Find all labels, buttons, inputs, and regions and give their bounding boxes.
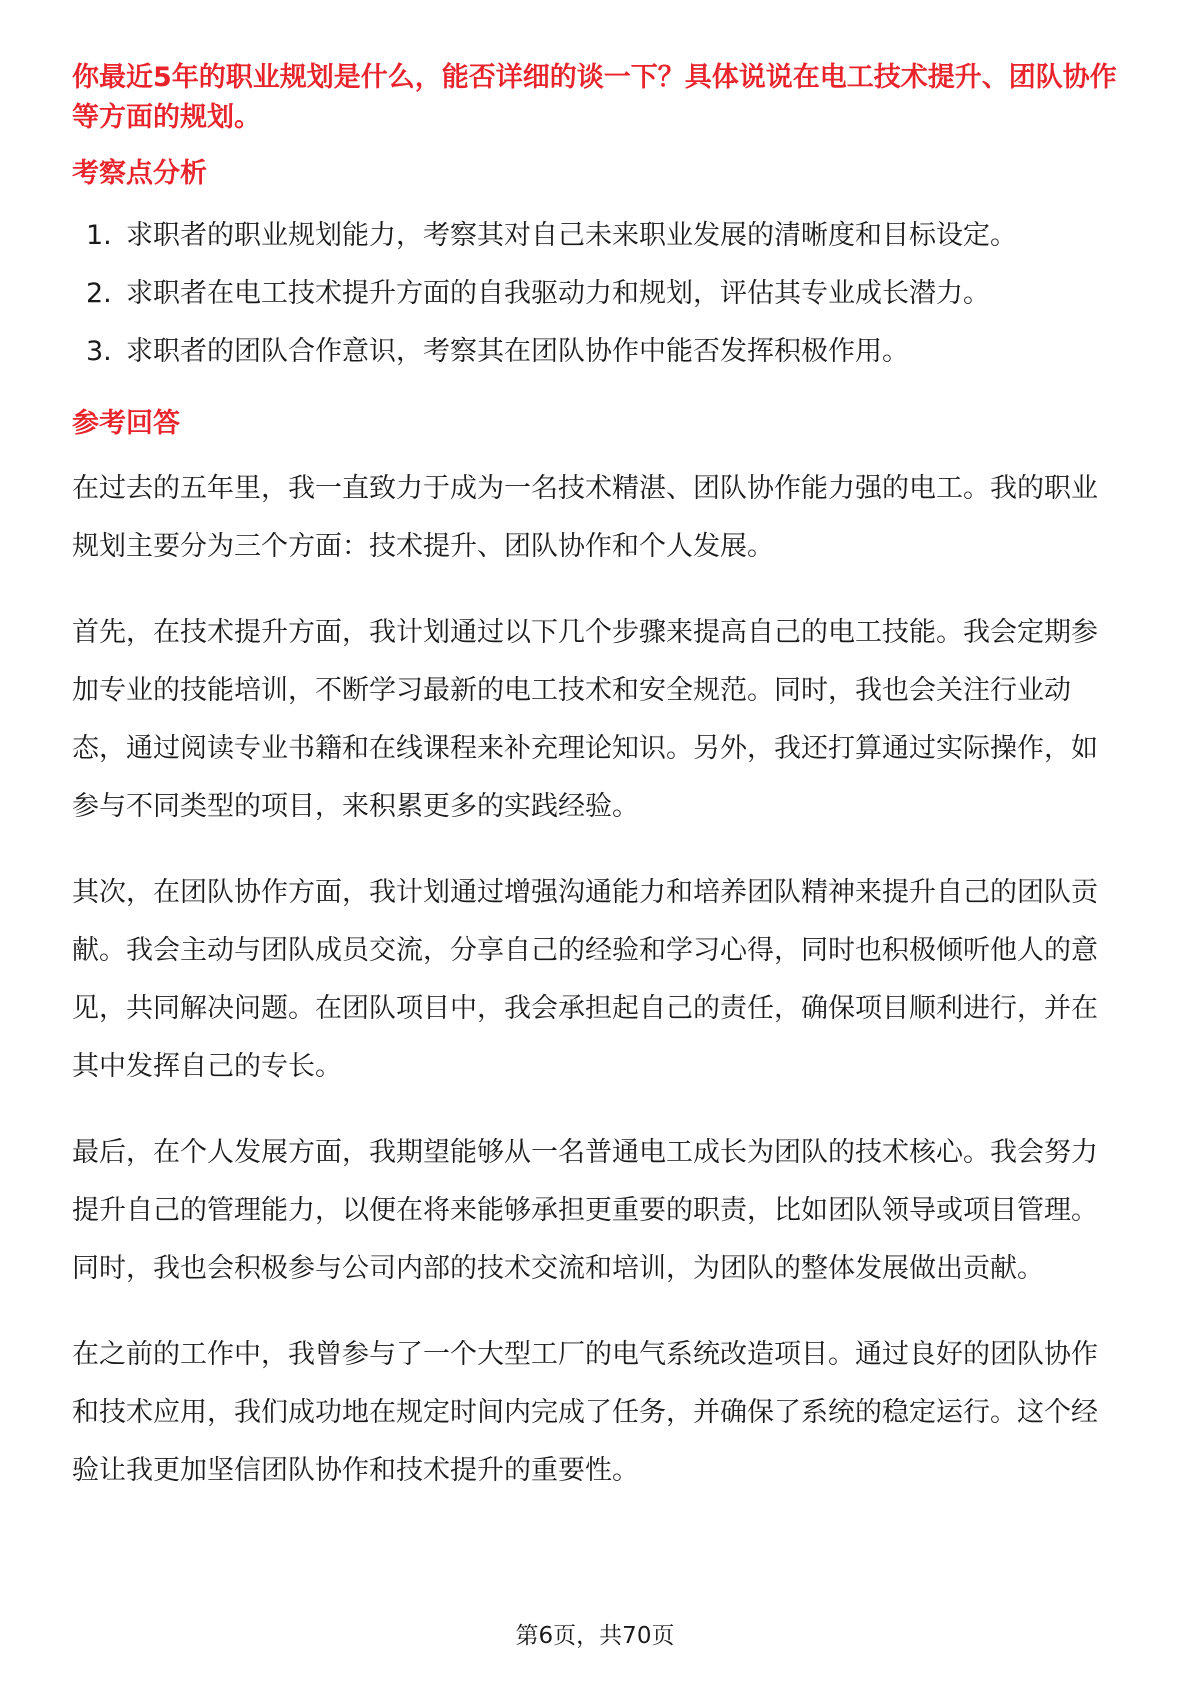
paragraph-gap	[72, 576, 1118, 604]
list-item	[86, 216, 1118, 256]
paragraph-gap	[72, 836, 1118, 864]
answer-paragraph: 在之前的工作中，我曾参与了一个大型工厂的电气系统改造项目。通过良好的团队协作和技术应用，我们成功地在规定时间内完成了任务，并确保了系统的稳定运行。这个经验让我更加坚信团队协作和技术提升的重要性。	[72, 1339, 1098, 1486]
list-item	[86, 332, 1118, 372]
list-item-text: 求职者的团队合作意识，考察其在团队协作中能否发挥积极作用。	[126, 336, 909, 367]
list-item-text: 求职者在电工技术提升方面的自我驱动力和规划，评估其专业成长潜力。	[126, 278, 990, 309]
paragraph-gap	[72, 1096, 1118, 1124]
list-item-number: 3.	[86, 336, 112, 367]
answer-title: 参考回答	[72, 408, 180, 439]
paragraph-gap	[72, 1298, 1118, 1326]
answer-paragraph: 最后，在个人发展方面，我期望能够从一名普通电工成长为团队的技术核心。我会努力提升自己的管理能力，以便在将来能够承担更重要的职责，比如团队领导或项目管理。同时，我也会积极参与公司内部的技术交流和培训，为团队的整体发展做出贡献。	[72, 1137, 1098, 1284]
analysis-title: 考察点分析	[72, 158, 207, 189]
page-number: 第6页，共70页	[515, 1623, 675, 1649]
list-item-number: 2.	[86, 278, 112, 309]
answer-paragraph: 在过去的五年里，我一直致力于成为一名技术精湛、团队协作能力强的电工。我的职业规划主要分为三个方面：技术提升、团队协作和个人发展。	[72, 473, 1098, 562]
list-item	[86, 274, 1118, 314]
document-page	[72, 58, 1118, 1500]
question-heading: 你最近5年的职业规划是什么，能否详细的谈一下？具体说说在电工技术提升、团队协作等方面的规划。	[72, 62, 1117, 133]
analysis-list	[72, 216, 1118, 372]
list-item-number: 1.	[86, 220, 112, 251]
list-item-text: 求职者的职业规划能力，考察其对自己未来职业发展的清晰度和目标设定。	[126, 220, 1017, 251]
answer-paragraph: 首先，在技术提升方面，我计划通过以下几个步骤来提高自己的电工技能。我会定期参加专业的技能培训，不断学习最新的电工技术和安全规范。同时，我也会关注行业动态，通过阅读专业书籍和在线课程来补充理论知识。另外，我还打算通过实际操作，如参与不同类型的项目，来积累更多的实践经验。	[72, 617, 1098, 822]
answer-paragraph: 其次，在团队协作方面，我计划通过增强沟通能力和培养团队精神来提升自己的团队贡献。我会主动与团队成员交流，分享自己的经验和学习心得，同时也积极倾听他人的意见，共同解决问题。在团队项目中，我会承担起自己的责任，确保项目顺利进行，并在其中发挥自己的专长。	[72, 877, 1098, 1082]
